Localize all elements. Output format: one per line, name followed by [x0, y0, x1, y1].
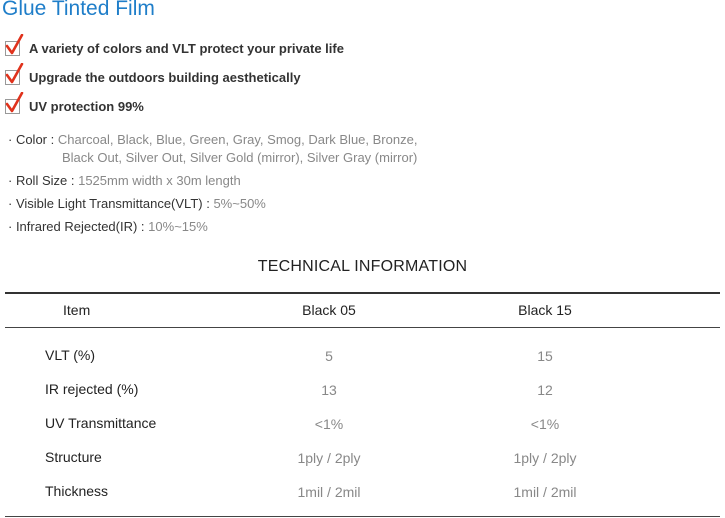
checkbox-checked-icon — [5, 41, 20, 56]
spec-value: 5%~50% — [213, 196, 266, 211]
spec-label: · Roll Size : — [8, 173, 75, 188]
table-bottom-rule — [5, 516, 720, 517]
page-title: Glue Tinted Film — [2, 0, 155, 20]
feature-text: UV protection 99% — [29, 98, 144, 114]
cell-black15: 12 — [537, 382, 553, 398]
checkbox-checked-icon — [5, 70, 20, 85]
checkbox-checked-icon — [5, 99, 20, 114]
cell-black15: <1% — [530, 416, 560, 432]
spec-vlt — [8, 195, 266, 213]
cell-black05: 1mil / 2mil — [297, 484, 361, 500]
cell-black05: <1% — [314, 416, 344, 432]
feature-text: A variety of colors and VLT protect your private life — [29, 40, 344, 56]
spec-value: 1525mm width x 30m length — [78, 173, 241, 188]
spec-color — [8, 131, 417, 167]
cell-black15: 1mil / 2mil — [513, 484, 577, 500]
table-title: TECHNICAL INFORMATION — [257, 258, 468, 275]
table-header-rule — [5, 327, 720, 328]
column-header-item: Item — [63, 302, 91, 318]
column-header-black15: Black 15 — [518, 302, 572, 318]
row-label: Structure — [45, 449, 102, 465]
cell-black15: 15 — [537, 348, 553, 364]
feature-item — [5, 37, 344, 59]
feature-item — [5, 95, 144, 117]
column-header-black05: Black 05 — [302, 302, 356, 318]
spec-label: · Infrared Rejected(IR) : — [8, 219, 145, 234]
row-label: UV Transmittance — [45, 415, 157, 431]
spec-value: 10%~15% — [148, 219, 208, 234]
feature-item — [5, 66, 301, 88]
spec-value: Charcoal, Black, Blue, Green, Gray, Smog, Dark Blue, Bronze, — [57, 132, 418, 147]
row-label: IR rejected (%) — [45, 381, 139, 397]
spec-ir — [8, 218, 208, 236]
row-label: VLT (%) — [45, 347, 96, 363]
spec-label: · Visible Light Transmittance(VLT) : — [8, 196, 210, 211]
table-top-rule — [5, 292, 720, 294]
cell-black05: 13 — [321, 382, 337, 398]
cell-black15: 1ply / 2ply — [513, 450, 577, 466]
feature-text: Upgrade the outdoors building aesthetically — [29, 69, 301, 85]
row-label: Thickness — [45, 483, 109, 499]
spec-label: · Color : — [8, 132, 55, 147]
cell-black05: 1ply / 2ply — [297, 450, 361, 466]
spec-value-continued: Black Out, Silver Out, Silver Gold (mirror), Silver Gray (mirror) — [62, 150, 418, 165]
spec-roll-size — [8, 172, 241, 190]
cell-black05: 5 — [325, 348, 333, 364]
